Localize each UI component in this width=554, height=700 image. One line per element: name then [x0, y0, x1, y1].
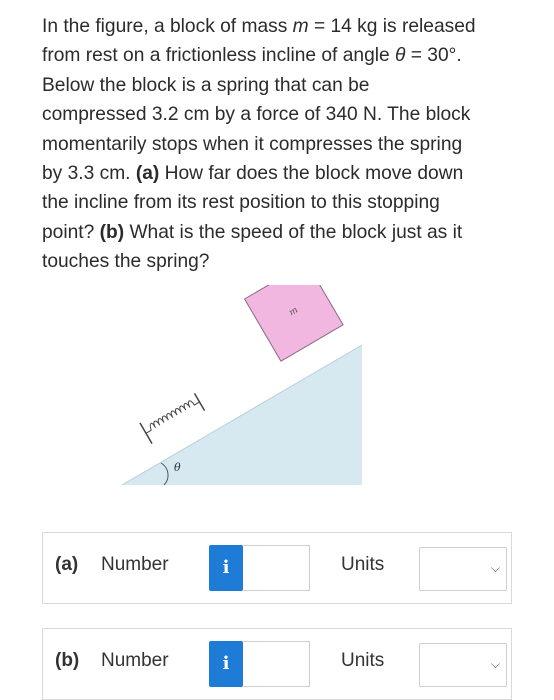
part-b-marker: (b) [99, 221, 125, 243]
question-line: Below the block is a spring that can be [42, 74, 370, 96]
chevron-down-icon: ⌵ [490, 657, 500, 671]
question-line: What is the speed of the block just as it [124, 221, 463, 243]
answer-row-b [42, 628, 512, 700]
info-icon[interactable]: i [209, 641, 243, 687]
angle-symbol: θ [395, 45, 406, 67]
units-select-a[interactable] [419, 547, 507, 591]
question-line: momentarily stops when it compresses the spring [42, 133, 463, 155]
block-shape [245, 285, 343, 361]
question-line: compressed 3.2 cm by a force of 340 N. The block [42, 104, 471, 126]
angle-label: θ [174, 461, 181, 474]
number-input-a[interactable] [243, 545, 310, 591]
chevron-down-icon: ⌵ [490, 561, 500, 575]
mass-symbol: m [292, 16, 309, 37]
question-line: from rest on a frictionless incline of angle [42, 45, 396, 67]
incline-diagram [110, 285, 375, 490]
number-input-b[interactable] [243, 641, 310, 687]
units-label-a: Units [341, 554, 385, 575]
answer-row-a [42, 532, 512, 604]
block [245, 285, 343, 361]
question-line: In the figure, a block of mass [42, 16, 293, 37]
question-line: point? [42, 221, 100, 243]
part-b-label: (b) [55, 650, 80, 671]
part-a-marker: (a) [135, 163, 160, 185]
part-a-label: (a) [55, 554, 79, 575]
number-label-b: Number [101, 650, 169, 671]
info-icon[interactable]: i [209, 545, 243, 591]
question-text [42, 12, 522, 277]
block-label: m [287, 305, 301, 319]
incline-figure [110, 285, 375, 490]
units-label-b: Units [341, 650, 385, 671]
number-label-a: Number [101, 554, 169, 575]
spring-plate [194, 393, 204, 410]
spring [140, 392, 206, 444]
question-line: = 14 kg is released [308, 16, 476, 37]
question-line: touches the spring? [42, 251, 210, 273]
spring-coil [143, 397, 200, 433]
question-line: = 30°. [405, 45, 462, 67]
question-line: the incline from its rest position to this stopping [42, 192, 440, 214]
question-line: by 3.3 cm. [42, 163, 136, 185]
units-select-b[interactable] [419, 643, 507, 687]
question-line: How far does the block move down [159, 163, 464, 185]
